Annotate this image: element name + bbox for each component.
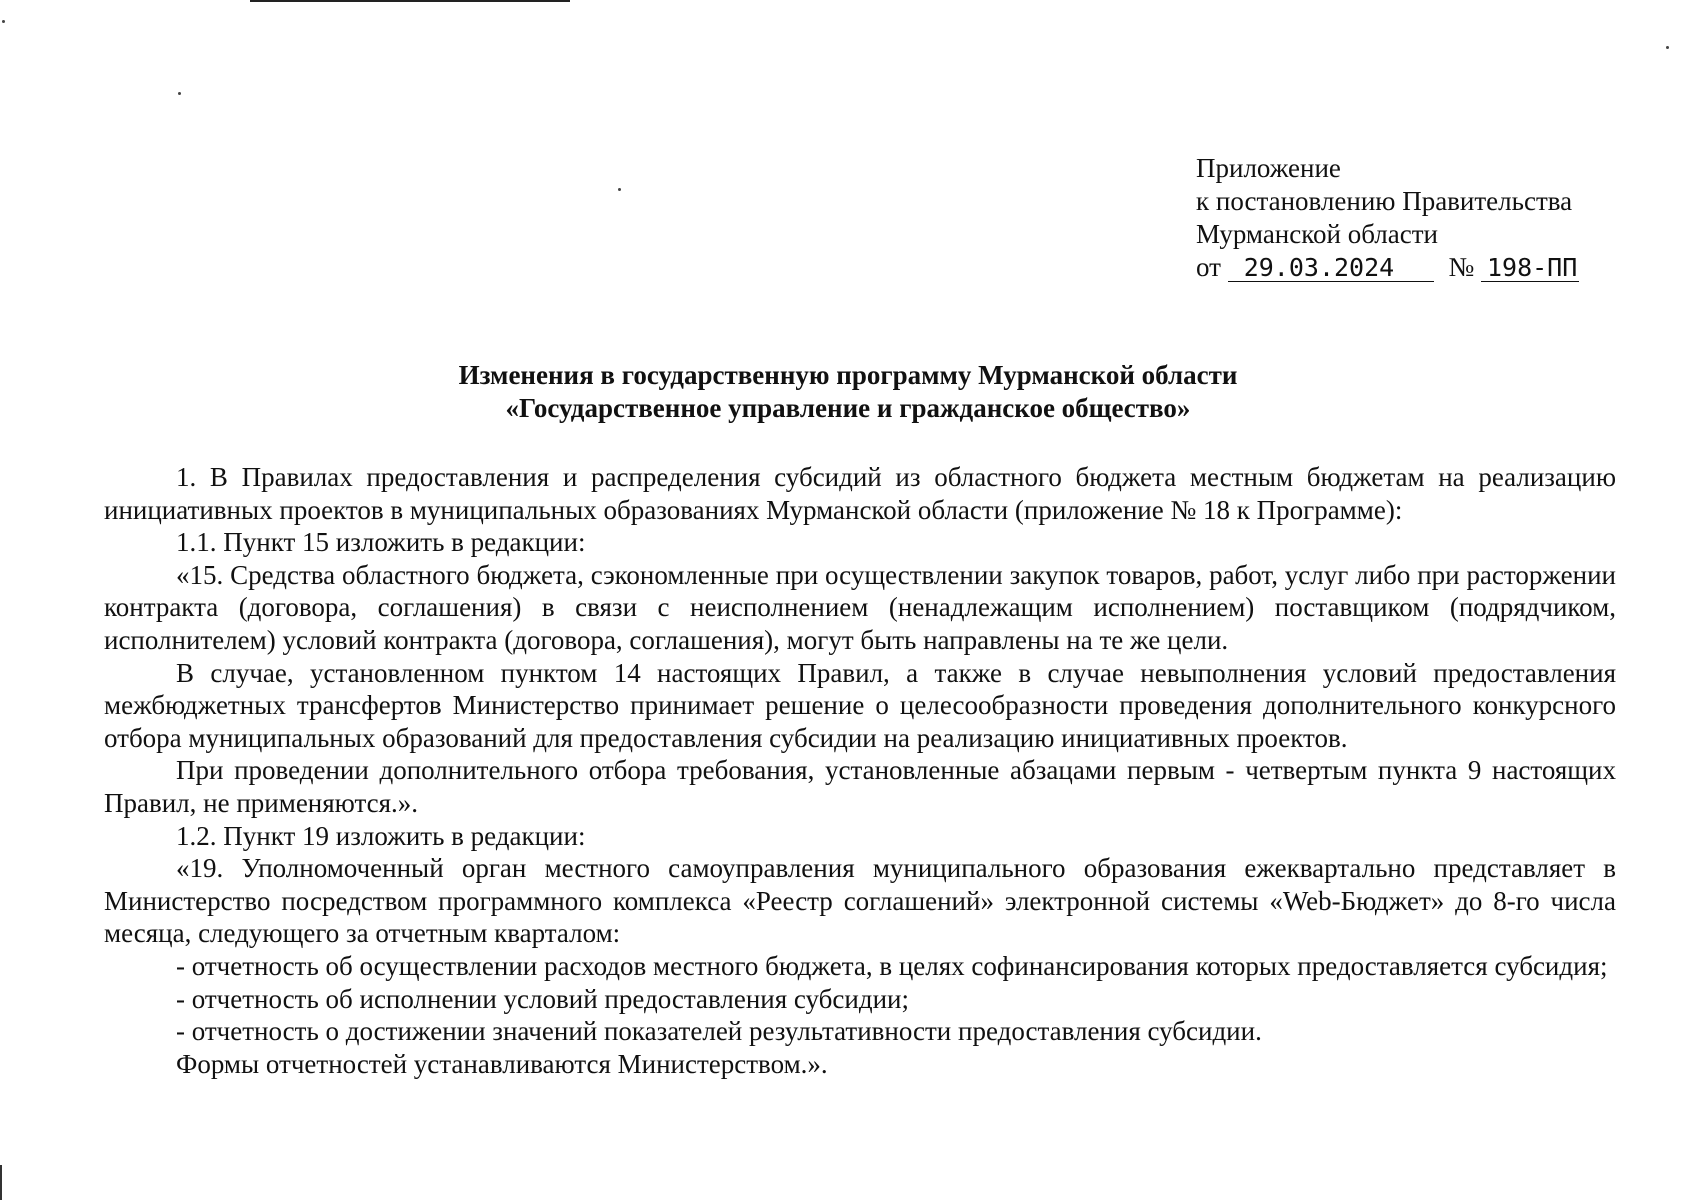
appendix-region-line: Мурманской области [1196,219,1438,249]
resolution-number: 198-ПП [1481,255,1579,282]
paragraph-item-1: 1. В Правилах предоставления и распределения субсидий из областного бюджета местным бюджетам на реализацию инициативных проектов в муниципальных образованиях Мурманской области (приложение № 18 к Программе): [104,462,1616,525]
scan-artifact-line [250,0,570,2]
paragraph-clause-19: «19. Уполномоченный орган местного самоуправления муниципального образования ежеквартально представляет в Министерство посредством программного комплекса «Реестр соглашений» электронной системы «Web-Бюджет» до 8-го числа месяца, следующего за отчетным кварталом: [104,853,1616,949]
title-line-1: Изменения в государственную программу Мурманской области [458,360,1238,390]
paragraph-clause-15: «15. Средства областного бюджета, сэкономленные при осуществлении закупок товаров, работ, услуг либо при расторжении контракта (договора, соглашения) в связи с неисполнением (ненадлежащим исполнением) поставщиком (подрядчиком, исполнителем) условий контракта (договора, соглашения), могут быть направлены на те же цели. [104,559,1616,655]
scan-artifact-dot [1666,46,1669,49]
document-body [104,461,1616,1080]
document-title [0,359,1696,425]
paragraph-item-1-1: 1.1. Пункт 15 изложить в редакции: [176,527,586,558]
scan-artifact-dot [618,188,621,191]
list-item-report-indicators: - отчетность о достижении значений показателей результативности предоставления субсидии. [176,1016,1262,1047]
paragraph-item-1-2: 1.2. Пункт 19 изложить в редакции: [176,820,586,851]
resolution-date: 29.03.2024 [1228,255,1434,282]
scan-edge-mark [0,1165,2,1200]
title-line-2: «Государственное управление и гражданское общество» [505,393,1191,423]
appendix-resolution-line: к постановлению Правительства [1196,186,1573,216]
appendix-label: Приложение [1196,153,1341,183]
paragraph-report-forms: Формы отчетностей устанавливаются Министерством.». [176,1048,828,1079]
scan-artifact-dot [178,92,181,95]
list-item-report-expenses: - отчетность об осуществлении расходов местного бюджета, в целях софинансирования которых предоставляется субсидия; [176,950,1608,981]
paragraph-clause-15-additional: При проведении дополнительного отбора требования, установленные абзацами первым - четвертым пункта 9 настоящих Правил, не применяются.». [104,755,1616,818]
date-prefix: от [1196,252,1221,282]
number-prefix: № [1448,252,1475,282]
list-item-report-conditions: - отчетность об исполнении условий предоставления субсидии; [176,983,909,1014]
appendix-date-line [1196,251,1579,284]
appendix-block [1196,152,1579,284]
paragraph-clause-15-case: В случае, установленном пунктом 14 настоящих Правил, а также в случае невыполнения условий предоставления межбюджетных трансфертов Министерство принимает решение о целесообразности проведения дополнительного конкурсного отбора муниципальных образований для предоставления субсидии на реализацию инициативных проектов. [104,657,1616,753]
scan-artifact-dot [2,20,5,23]
